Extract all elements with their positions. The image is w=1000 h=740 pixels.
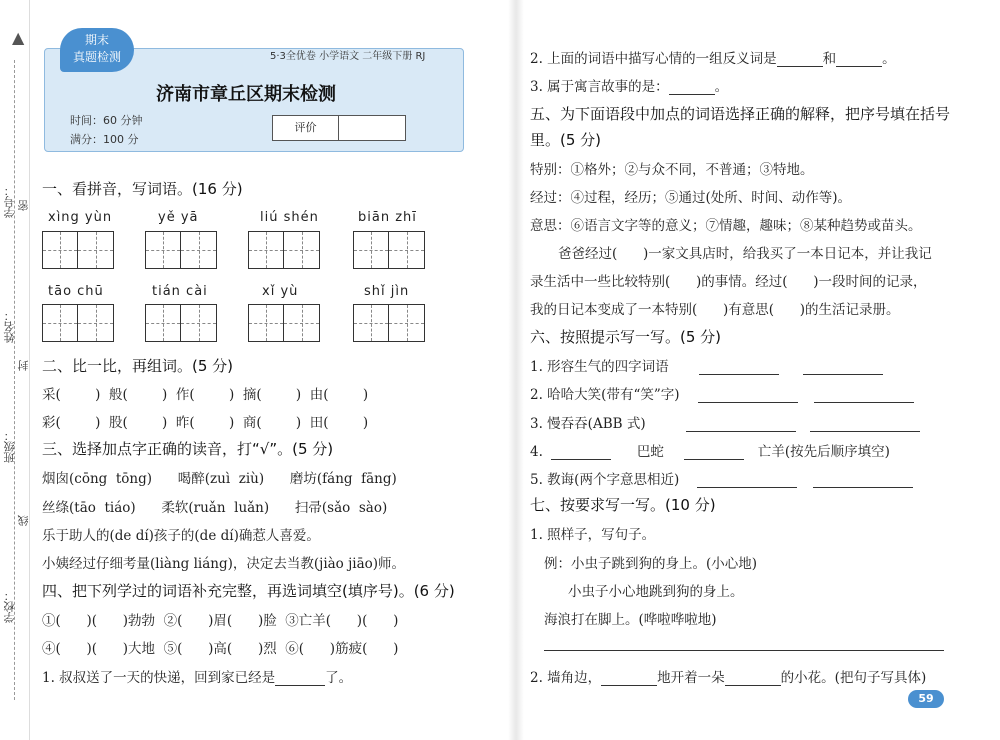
answer-blank[interactable] bbox=[684, 459, 744, 460]
pinyin-6: tián cài bbox=[152, 284, 208, 299]
section-7-title: 七、按要求写一写。(10 分) bbox=[530, 496, 716, 514]
task-sentence: 海浪打在脚上。(哗啦哗啦地) bbox=[544, 612, 717, 628]
pinyin-7: xǐ yù bbox=[262, 284, 299, 299]
pinyin-2: yě yā bbox=[158, 210, 199, 225]
fill-question-2: 2. 上面的词语中描写心情的一组反义词是 和 。 bbox=[530, 51, 896, 67]
pinyin-3: liú shén bbox=[260, 210, 319, 225]
school-label: 学校： bbox=[3, 590, 16, 623]
binding-margin bbox=[0, 0, 30, 740]
answer-blank[interactable] bbox=[803, 374, 883, 375]
passage-line-3: 我的日记本变成了一本特别( )有意思( )的生活记录册。 bbox=[530, 302, 900, 318]
compare-row-1: 采( ) 般( ) 作( ) 摘( ) 由( ) bbox=[42, 387, 369, 403]
seal-feng: 封 bbox=[17, 360, 30, 371]
section-5-title: 五、为下面语段中加点的词语选择正确的解释，把序号填在括号里。(5 分) bbox=[530, 105, 951, 149]
section-6-title: 六、按照提示写一写。(5 分) bbox=[530, 328, 722, 346]
page-gutter bbox=[508, 0, 524, 740]
writing-grid[interactable] bbox=[248, 304, 320, 342]
writing-grid[interactable] bbox=[353, 304, 425, 342]
pinyin-4: biān zhī bbox=[358, 210, 417, 225]
prompt-5: 5. 教诲(两个字意思相近) bbox=[530, 468, 913, 488]
evaluation-box[interactable] bbox=[272, 115, 406, 141]
answer-blank[interactable] bbox=[275, 685, 325, 686]
passage-line-1: 爸爸经过( )一家文具店时，给我买了一本日记本，并让我记 bbox=[558, 246, 932, 262]
writing-grid[interactable] bbox=[145, 231, 217, 269]
seal-xian: 线 bbox=[17, 515, 30, 526]
writing-grid[interactable] bbox=[42, 304, 114, 342]
page-title: 济南市章丘区期末检测 bbox=[156, 84, 336, 105]
answer-blank[interactable] bbox=[669, 94, 715, 95]
rocket-icon: ▲ bbox=[12, 28, 25, 47]
task-1: 1. 照样子，写句子。 bbox=[530, 527, 656, 543]
section-1-title: 一、看拼音，写词语。(16 分) bbox=[42, 180, 243, 198]
pronunciation-line-2: 丝绦(tāo tiáo) 柔软(ruǎn luǎn) 扫帚(sǎo sào) bbox=[42, 500, 388, 516]
name-label: 姓名： bbox=[3, 310, 16, 343]
answer-blank[interactable] bbox=[699, 374, 779, 375]
class-label: 班级： bbox=[3, 430, 16, 463]
answer-blank[interactable] bbox=[551, 459, 611, 460]
pinyin-8: shǐ jìn bbox=[364, 284, 410, 299]
definition-tebie: 特别：①格外；②与众不同，不普通；③特地。 bbox=[530, 162, 814, 178]
prompt-4: 4. 巴蛇 亡羊(按先后顺序填空) bbox=[530, 444, 890, 460]
writing-grid[interactable] bbox=[248, 231, 320, 269]
student-id-label: 学号： bbox=[3, 185, 16, 218]
answer-blank[interactable] bbox=[836, 66, 882, 67]
passage-line-2: 录生活中一些比较特别( )的事情。经过( )一段时间的记录， bbox=[530, 274, 927, 290]
section-4-title: 四、把下列学过的词语补充完整，再选词填空(填序号)。(6 分) bbox=[42, 582, 455, 600]
pinyin-1: xìng yùn bbox=[48, 210, 113, 225]
definition-jingguo: 经过：④过程，经历；⑤通过(处所、时间、动作等)。 bbox=[530, 190, 852, 206]
pinyin-5: tāo chū bbox=[48, 284, 104, 299]
answer-blank[interactable] bbox=[777, 66, 823, 67]
answer-blank[interactable] bbox=[813, 487, 913, 488]
answer-blank[interactable] bbox=[698, 402, 798, 403]
compare-row-2: 彩( ) 股( ) 昨( ) 商( ) 田( ) bbox=[42, 415, 369, 431]
task-2: 2. 墙角边， 地开着一朵 的小花。(把句子写具体) bbox=[530, 670, 927, 686]
series-label: 5·3全优卷 小学语文 二年级下册 RJ bbox=[270, 51, 426, 62]
badge: 期末 真题检测 bbox=[60, 28, 134, 72]
answer-blank[interactable] bbox=[601, 685, 657, 686]
writing-grid[interactable] bbox=[145, 304, 217, 342]
idiom-line-1: ①( )( )勃勃 ②( )眉( )脸 ③亡羊( )( ) bbox=[42, 613, 399, 629]
section-3-title: 三、选择加点字正确的读音，打“√”。(5 分) bbox=[42, 440, 334, 458]
seal-mi: 密 bbox=[17, 200, 30, 211]
definition-yisi: 意思：⑥语言文字等的意义；⑦情趣，趣味；⑧某种趋势或苗头。 bbox=[530, 218, 922, 234]
pronunciation-line-1: 烟囱(cōng tōng) 喝醉(zuì ziù) 磨坊(fáng fāng) bbox=[42, 471, 397, 487]
idiom-line-2: ④( )( )大地 ⑤( )高( )烈 ⑥( )筋疲( ) bbox=[42, 641, 399, 657]
answer-blank[interactable] bbox=[686, 431, 796, 432]
answer-blank[interactable] bbox=[725, 685, 781, 686]
writing-grid[interactable] bbox=[42, 231, 114, 269]
example-sentence: 例：小虫子跳到狗的身上。(小心地) bbox=[544, 556, 758, 572]
pronunciation-line-3: 乐于助人的(de dí)孩子的(de dí)确惹人喜爱。 bbox=[42, 528, 320, 544]
writing-grid[interactable] bbox=[353, 231, 425, 269]
prompt-1: 1. 形容生气的四字词语 bbox=[530, 355, 883, 375]
pronunciation-line-4: 小姨经过仔细考量(liàng liáng)，决定去当教(jiào jiāo)师。 bbox=[42, 556, 406, 572]
answer-blank[interactable] bbox=[810, 431, 920, 432]
fill-question-3: 3. 属于寓言故事的是： 。 bbox=[530, 79, 729, 95]
prompt-2: 2. 哈哈大笑(带有“笑”字) bbox=[530, 383, 914, 403]
evaluation-label: 评价 bbox=[273, 116, 339, 140]
answer-line[interactable] bbox=[544, 650, 944, 651]
time-label: 时间：60 分钟 bbox=[70, 114, 143, 127]
fill-question-1: 1. 叔叔送了一天的快递，回到家已经是 了。 bbox=[42, 670, 353, 686]
example-answer: 小虫子小心地跳到狗的身上。 bbox=[568, 584, 744, 600]
answer-blank[interactable] bbox=[814, 402, 914, 403]
score-label: 满分：100 分 bbox=[70, 133, 139, 146]
answer-blank[interactable] bbox=[697, 487, 797, 488]
section-2-title: 二、比一比，再组词。(5 分) bbox=[42, 357, 234, 375]
prompt-3: 3. 慢吞吞(ABB 式) bbox=[530, 412, 920, 432]
page-number: 59 bbox=[908, 690, 944, 708]
